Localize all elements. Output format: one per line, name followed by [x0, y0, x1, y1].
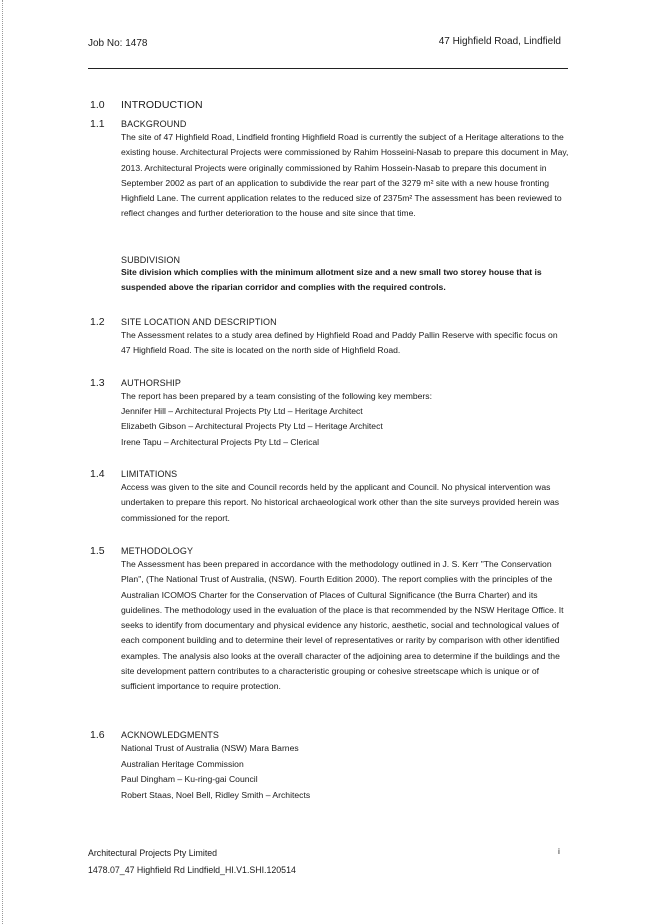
- section-paragraph: Access was given to the site and Council records held by the applicant and Council. No physical intervention was undertaken to prepare this report. No historical archaeological work other than the site surveys provided herein was commissioned for the report.: [121, 482, 560, 523]
- subsection-bold-text: Site division which complies with the minimum allotment size and a new small two storey house that is suspended above the riparian corridor and complies with the required controls.: [121, 267, 542, 293]
- section-title: INTRODUCTION: [121, 99, 203, 111]
- section-paragraph: The Assessment has been prepared in accordance with the methodology outlined in J. S. Kerr "The Conservation Plan", (The National Trust of Australia, (NSW). Fourth Edition 2000). The report complies with the principles of the Australian ICOMOS Charter for the Conservation of Places of Cultural Significance (the Burra Charter) and its guidelines. The methodology used in the evaluation of the place is that recommended by the NSW Heritage Office. It seeks to identify from documentary and physical evidence any historic, aesthetic, social and technological values of each component building and to determine their level of representatives or rarity by comparison with other identified examples. The analysis also looks at the overall character of the adjoining area to determine if the buildings and the site development pattern contributes to a characteristic grouping or cohesive streetscape which is unique or of sufficient importance to require protection.: [121, 559, 564, 692]
- section-number: 1.6: [90, 729, 105, 741]
- section-number: 1.2: [90, 316, 105, 328]
- header-job-number: Job No: 1478: [88, 38, 148, 49]
- authorship-line: Elizabeth Gibson – Architectural Projects Pty Ltd – Heritage Architect: [121, 421, 383, 431]
- acknowledgment-line: Robert Staas, Noel Bell, Ridley Smith – Architects: [121, 790, 311, 800]
- authorship-line: Irene Tapu – Architectural Projects Pty Ltd – Clerical: [121, 437, 320, 447]
- acknowledgment-line: National Trust of Australia (NSW) Mara Barnes: [121, 743, 299, 753]
- section-number: 1.5: [90, 545, 105, 557]
- header-address: 47 Highfield Road, Lindfield: [438, 36, 561, 47]
- subsection-title: SUBDIVISION: [121, 255, 181, 265]
- page-number: i: [558, 846, 560, 856]
- section-title: LIMITATIONS: [121, 469, 178, 479]
- authorship-line: Jennifer Hill – Architectural Projects Pty Ltd – Heritage Architect: [121, 406, 363, 416]
- footer-file-name: 1478.07_47 Highfield Rd Lindfield_HI.V1.SHI.120514: [88, 865, 296, 875]
- header-divider: [88, 68, 568, 69]
- section-number: 1.3: [90, 377, 105, 389]
- page-edge: [2, 0, 4, 924]
- section-number: 1.1: [90, 118, 105, 130]
- footer-company: Architectural Projects Pty Limited: [88, 848, 218, 858]
- section-title: METHODOLOGY: [121, 546, 194, 556]
- section-number: 1.0: [90, 99, 105, 111]
- section-title: BACKGROUND: [121, 119, 187, 129]
- section-number: 1.4: [90, 468, 105, 480]
- section-title: AUTHORSHIP: [121, 378, 182, 388]
- authorship-line: The report has been prepared by a team consisting of the following key members:: [121, 391, 432, 401]
- acknowledgment-line: Paul Dingham – Ku-ring-gai Council: [121, 774, 258, 784]
- section-paragraph: The site of 47 Highfield Road, Lindfield fronting Highfield Road is currently the subject of a Heritage alterations to the existing house. Architectural Projects were commissioned by Rahim Hosseini-Nasab to prepare this document in May, 2013. Architectural Projects were originally commissioned by Rahim Hossein-Nasab to prepare this document in September 2002 as part of an application to subdivide the rear part of the 3279 m² site with a new house fronting Highfield Lane. The current application relates to the reduced size of 2375m² The assessment has been reviewed to reflect changes and further deterioration to the house and site since that time.: [121, 132, 569, 219]
- section-title: ACKNOWLEDGMENTS: [121, 730, 220, 740]
- acknowledgment-line: Australian Heritage Commission: [121, 759, 244, 769]
- section-paragraph: The Assessment relates to a study area defined by Highfield Road and Paddy Pallin Reserve with specific focus on 47 Highfield Road. The site is located on the north side of Highfield Road.: [121, 330, 558, 356]
- section-title: SITE LOCATION AND DESCRIPTION: [121, 317, 277, 327]
